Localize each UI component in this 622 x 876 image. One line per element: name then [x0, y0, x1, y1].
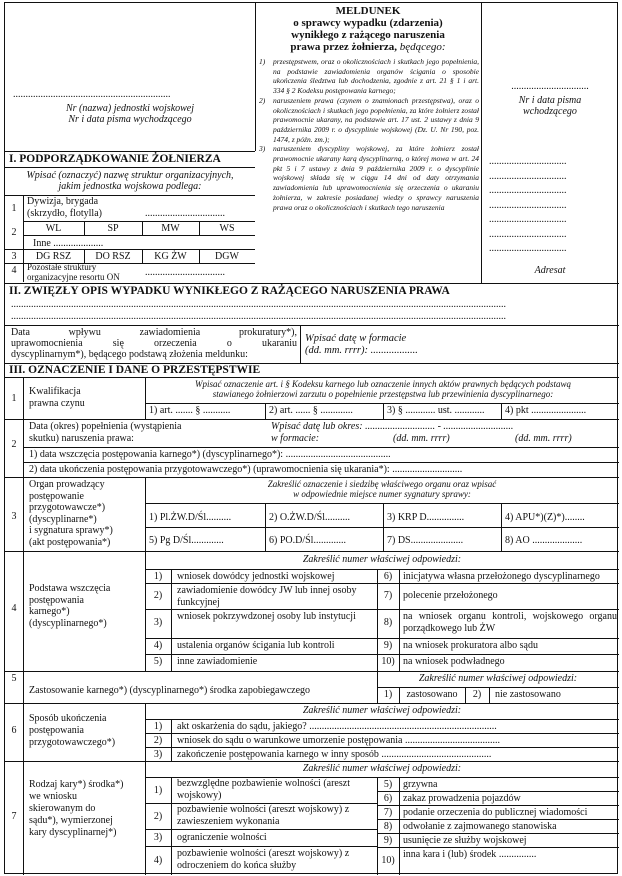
penalty-5[interactable]: grzywna — [403, 779, 438, 790]
penalty-9-number[interactable]: 9) — [383, 835, 393, 846]
r4-number: 4 — [11, 603, 17, 614]
addressee-lines[interactable]: ............................... ............................... ............................... ............................... ............................... ............................... ............................... — [489, 156, 567, 254]
r3-instruction: Zakreślić oznaczenie i siedzibę właściwego organu oraz wpisać w odpowiednie miejsce numer sygnatury sprawy: — [267, 479, 497, 499]
section-1-title: I. PODPORZĄDKOWANIE ŻOŁNIERZA — [9, 153, 221, 165]
r3-label: Organ prowadzący postępowanie przygotowawcze*) (dyscyplinarne*) i sygnatura sprawy*) (akt postępowania*) — [29, 479, 113, 548]
organ-1[interactable]: 1) Pl.ŻW.D/Śl.......... — [149, 512, 232, 523]
r2-format-to: (dd. mm. rrrr) — [515, 433, 572, 444]
description-line-2[interactable]: ...................................................................................................................................................................................................... — [11, 311, 506, 322]
penalty-10[interactable]: inna kara i (lub) środek ............... — [403, 849, 537, 860]
r1-instruction: Wpisać oznaczenie art. i § Kodeksu karnego lub oznaczenie innych aktów prawnych będących podstawą stawianego żołnierzowi zarzutu o popełnienie przestępstwa lub przewinienia dyscyplinarnego: — [195, 379, 571, 399]
completion-3-number[interactable]: 3) — [153, 749, 163, 760]
cell-dg-rsz[interactable]: DG RSZ — [35, 251, 72, 262]
basis-5-number[interactable]: 5) — [153, 656, 163, 667]
r5-label: Zastosowanie karnego*) (dyscyplinarnego*) środka zapobiegawczego — [29, 685, 311, 696]
completion-1-number[interactable]: 1) — [153, 721, 163, 732]
r5-number: 5 — [11, 673, 17, 684]
basis-3[interactable]: wniosek pokrzywdzonej osoby lub instytucji — [177, 611, 356, 622]
organ-8[interactable]: 8) AO .................... — [505, 535, 583, 546]
incoming-caption: Nr i data pisma — [518, 95, 582, 106]
penalty-6[interactable]: zakaz prowadzenia pojazdów — [403, 793, 521, 804]
row-1-number: 1 — [11, 203, 17, 214]
section-1-instr-2: jakim jednostka wojskowa podlega: — [58, 181, 202, 192]
preventive-yes[interactable]: zastosowano — [406, 689, 458, 700]
r2-format-from: (dd. mm. rrrr) — [393, 433, 450, 444]
incoming-caption-2: wchodzącego — [523, 106, 577, 117]
penalty-7-number[interactable]: 7) — [383, 807, 393, 818]
preventive-no[interactable]: nie zastosowano — [495, 689, 561, 700]
cell-ws[interactable]: WS — [219, 223, 235, 234]
penalty-9[interactable]: usunięcie ze służby wojskowej — [403, 835, 527, 846]
description-line-1[interactable]: ...................................................................................................................................................................................................... — [11, 299, 506, 310]
penalty-2[interactable]: pozbawienie wolności (areszt wojskowy) z zawieszeniem wykonania — [177, 804, 350, 827]
r7-number: 7 — [11, 811, 17, 822]
r2-label: Data (okres) popełnienia (wystąpienia skutku) naruszenia prawa: — [29, 421, 182, 444]
description-item-2: 2) naruszeniem prawa (czynem o znamionach przestępstwa), oraz o okolicznościach i skutkach jego popełnienia, za które żołnierz został prawomocnie ukarany, na podstawie art. 17 ust. 2 ustawy z dnia 9 października 2009 r. o dyscyplinie wojskowej (Dz. U. Nr 190, poz. 1474, z późn. zm.); — [259, 95, 479, 144]
basis-4[interactable]: ustalenia organów ścigania lub kontroli — [177, 640, 335, 651]
row-4-number: 4 — [11, 265, 17, 276]
unit-dots[interactable]: ............................................................... — [13, 89, 171, 100]
penalty-1-number[interactable]: 1) — [153, 785, 163, 796]
r2-period-field[interactable]: Wpisać datę lub okres: ............................ - ............................ — [271, 421, 514, 432]
r1-paragraph[interactable]: 3) § ............ ust. ............ — [387, 405, 485, 416]
preventive-yes-number[interactable]: 1) — [383, 689, 393, 700]
organ-4[interactable]: 4) APU*)(Z)*)........ — [505, 512, 585, 523]
r4-instruction: Zakreślić numer właściwej odpowiedzi: — [302, 554, 462, 565]
section-3-title: III. OZNACZENIE I DANE O PRZESTĘPSTWIE — [9, 364, 261, 376]
basis-10[interactable]: na wniosek podwładnego — [403, 656, 505, 667]
r6-label: Sposób ukończenia postępowania przygotowawczego*) — [29, 713, 116, 748]
penalty-8[interactable]: odwołanie z zajmowanego stanowiska — [403, 821, 557, 832]
r1-article-2[interactable]: 2) art. ...... § ............. — [269, 405, 353, 416]
r2-start-date[interactable]: 1) data wszczęcia postępowania karnego*) (dyscyplinarnego*): .......................................... — [29, 449, 391, 460]
basis-2[interactable]: zawiadomienie dowódcy JW lub innej osoby funkcyjnej — [177, 585, 357, 608]
organ-6[interactable]: 6) PO.D/Śl............. — [269, 535, 346, 546]
penalty-8-number[interactable]: 8) — [383, 821, 393, 832]
row-1-label: Dywizja, brygada (skrzydło, flotylla) — [27, 196, 102, 219]
form-page — [4, 2, 618, 874]
penalty-3-number[interactable]: 3) — [153, 832, 163, 843]
organ-7[interactable]: 7) DS..................... — [387, 535, 464, 546]
section-2-title: II. ZWIĘZŁY OPIS WYPADKU WYNIKŁEGO Z RAŻĄCEGO NARUSZENIA PRAWA — [9, 285, 450, 297]
r5-instruction: Zakreślić numer właściwej odpowiedzi: — [418, 673, 578, 684]
r1-point[interactable]: 4) pkt ...................... — [505, 405, 587, 416]
row-2-other[interactable]: Inne .................... — [33, 238, 104, 249]
penalty-5-number[interactable]: 5) — [383, 779, 393, 790]
basis-9[interactable]: na wniosek prokuratora albo sądu — [403, 640, 538, 651]
r1-label: Kwalifikacja prawna czynu — [29, 386, 85, 409]
penalty-2-number[interactable]: 2) — [153, 811, 163, 822]
cell-sp[interactable]: SP — [107, 223, 119, 234]
basis-1-number[interactable]: 1) — [153, 571, 163, 582]
basis-4-number[interactable]: 4) — [153, 640, 163, 651]
basis-8[interactable]: na wniosek organu kontroli, wojskowego organu porządkowego lub ŻW — [403, 611, 617, 634]
r1-number: 1 — [11, 393, 17, 404]
penalty-7[interactable]: podanie orzeczenia do publicznej wiadomości — [403, 807, 588, 818]
section-1-instr: Wpisać (oznaczyć) nazwę struktur organizacyjnych, — [26, 170, 234, 181]
basis-1[interactable]: wniosek dowódcy jednostki wojskowej — [177, 571, 335, 582]
cell-do-rsz[interactable]: DO RSZ — [95, 251, 131, 262]
basis-10-number[interactable]: 10) — [381, 656, 395, 667]
cell-wl[interactable]: WL — [45, 223, 62, 234]
r2-number: 2 — [11, 439, 17, 450]
preventive-no-number[interactable]: 2) — [472, 689, 482, 700]
r7-label: Rodzaj kary*) środka*) we wniosku skierowanym do sądu*), wymierzonej kary dyscyplinarnej*) — [29, 779, 124, 838]
basis-8-number[interactable]: 8) — [383, 617, 393, 628]
form-title: MELDUNEK o sprawcy wypadku (zdarzenia) wynikłego z rażącego naruszenia prawa przez żołnierza, będącego: — [290, 5, 446, 53]
cell-dgw[interactable]: DGW — [215, 251, 239, 262]
row-1-field[interactable]: ................................ — [145, 208, 225, 219]
basis-9-number[interactable]: 9) — [383, 640, 393, 651]
addressee-caption: Adresat — [534, 265, 566, 276]
basis-7[interactable]: polecenie przełożonego — [403, 590, 498, 601]
r2-format: w formacie: — [271, 433, 320, 444]
r7-instruction: Zakreślić numer właściwej odpowiedzi: — [302, 763, 462, 774]
basis-5[interactable]: inne zawiadomienie — [177, 656, 258, 667]
organ-5[interactable]: 5) Pg D/Śl............. — [149, 535, 224, 546]
cell-mw[interactable]: MW — [161, 223, 180, 234]
basis-2-number[interactable]: 2) — [153, 590, 163, 601]
row-4-field[interactable]: ................................ — [145, 267, 225, 278]
row-2-number: 2 — [11, 227, 17, 238]
incoming-dots[interactable]: ............................... — [511, 81, 589, 92]
penalty-10-number[interactable]: 10) — [381, 855, 395, 866]
organ-2[interactable]: 2) O.ŻW.D/Śl.......... — [269, 512, 351, 523]
penalty-1[interactable]: bezwzględne pozbawienie wolności (areszt wojskowy) — [177, 778, 350, 801]
r6-number: 6 — [11, 725, 17, 736]
notification-date-label: Data wpływu zawiadomienia prokuratury*), uprawomocnienia się orzeczenia o ukaraniu dyscyplinarnym*), będącego podstawą złożenia meldunku: — [11, 327, 297, 360]
outgoing-letter-caption: Nr i data pisma wychodzącego — [68, 114, 192, 125]
completion-2-number[interactable]: 2) — [153, 735, 163, 746]
description-item-1: 1) przestępstwem, oraz o okolicznościach i skutkach jego popełnienia, na podstawie zawiadomienia organów ścigania o sposobie ukończenia śledztwa lub dochodzenia, zgodnie z art. 21 § 1 i art. 334 § 2 Kodeksu postępowania karnego; — [259, 57, 479, 96]
cell-kg-zw[interactable]: KG ŻW — [154, 251, 187, 262]
notification-date-field[interactable]: Wpisać datę w formacie (dd. mm. rrrr): .................. — [305, 333, 418, 357]
description-item-3: 3) naruszeniem dyscypliny wojskowej, za które żołnierz został prawomocnie ukarany karą dyscyplinarną, o której mowa w art. 24 pkt 5 i 7 ustawy z dnia 9 października 2009 r. o dyscyplinie wojskowej składa się w ciągu 14 dni od daty otrzymania zawiadomienia lub uprawomocnienia się orzeczenia o ukaraniu żołnierza, w zakresie posiadanej wiedzy o sprawcy naruszenia prawa oraz o okolicznościach i skutkach tego naruszenia — [259, 144, 479, 212]
row-3-number: 3 — [11, 251, 17, 262]
penalty-6-number[interactable]: 6) — [383, 793, 393, 804]
form-description-list — [259, 57, 479, 212]
row-4-label: Pozostałe struktury organizacyjne resortu ON — [27, 262, 120, 282]
r2-end-date[interactable]: 2) data ukończenia postępowania przygotowawczego*) (uprawomocnienia się ukarania*): ............................ — [29, 464, 463, 475]
completion-2[interactable]: wniosek do sądu o warunkowe umorzenie postępowania ...................................... — [177, 735, 500, 746]
r3-number: 3 — [11, 511, 17, 522]
penalty-4-number[interactable]: 4) — [153, 855, 163, 866]
penalty-3[interactable]: ograniczenie wolności — [177, 832, 267, 843]
basis-7-number[interactable]: 7) — [383, 590, 393, 601]
organ-3[interactable]: 3) KRP D............... — [387, 512, 465, 523]
r1-article-1[interactable]: 1) art. ....... § ........... — [149, 405, 231, 416]
penalty-4[interactable]: pozbawienie wolności (areszt wojskowy) z odroczeniem do końca służby — [177, 848, 350, 871]
r6-instruction: Zakreślić numer właściwej odpowiedzi: — [302, 705, 462, 716]
completion-3[interactable]: zakończenie postępowania karnego w inny sposób ............................................ — [177, 749, 492, 760]
unit-caption: Nr (nazwa) jednostki wojskowej — [65, 103, 195, 114]
r4-label: Podstawa wszczęcia postępowania karnego*) (dyscyplinarnego*) — [29, 583, 111, 629]
completion-1[interactable]: akt oskarżenia do sądu, jakiego? ........................................................................... — [177, 721, 497, 732]
basis-6[interactable]: inicjatywa własna przełożonego dyscyplinarnego — [403, 571, 600, 582]
basis-3-number[interactable]: 3) — [153, 617, 163, 628]
basis-6-number[interactable]: 6) — [383, 571, 393, 582]
